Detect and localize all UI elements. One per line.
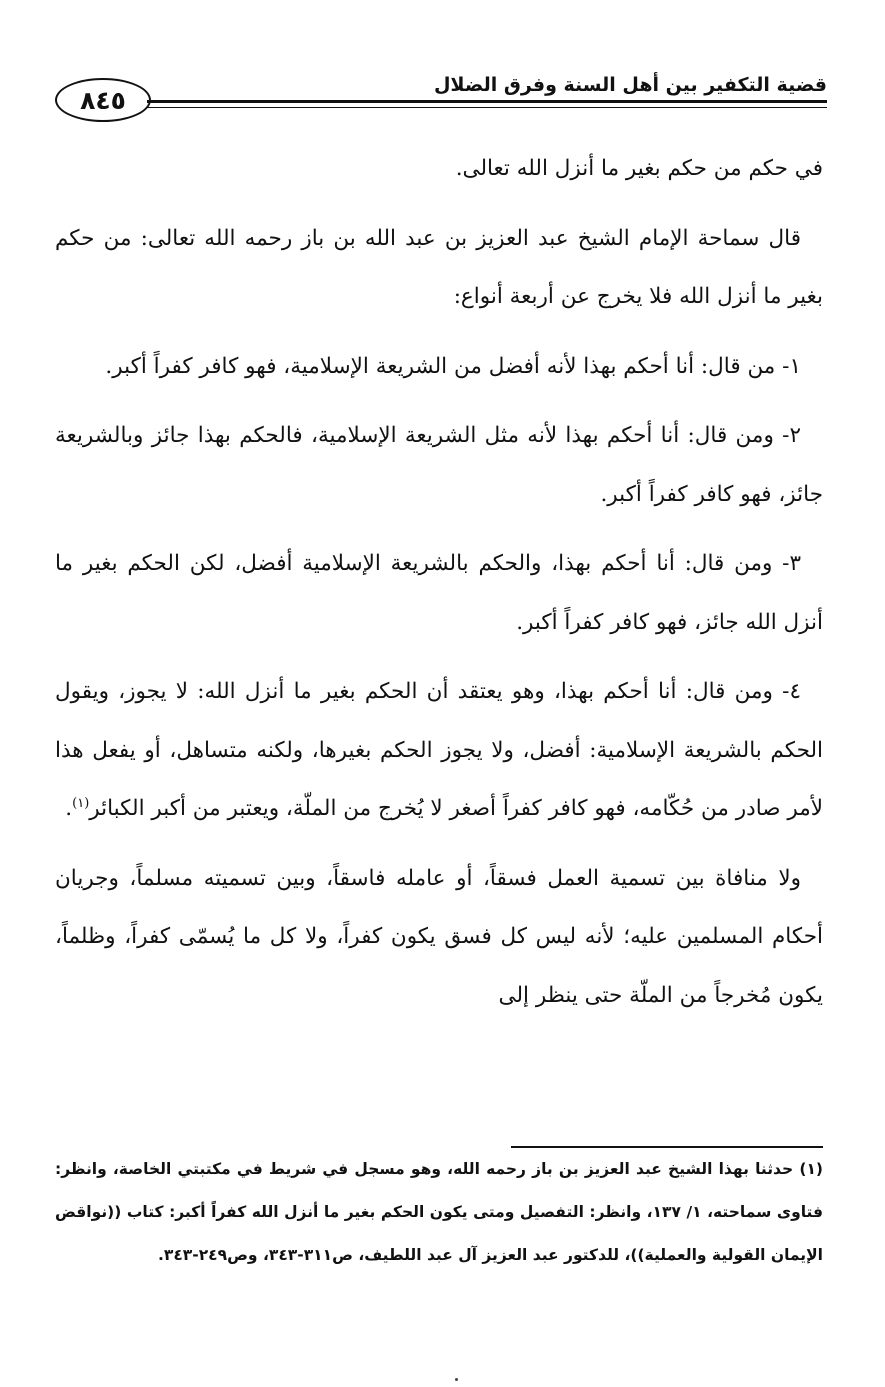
running-title: قضية التكفير بين أهل السنة وفرق الضلال [433, 74, 827, 96]
paragraph-quote-intro: قال سماحة الإمام الشيخ عبد العزيز بن عبد الله بن باز رحمه الله تعالى: من حكم بغير ما أنزل الله فلا يخرج عن أربعة أنواع: [55, 225, 823, 309]
paragraph-continuation: في حكم من حكم بغير ما أنزل الله تعالى. [455, 156, 823, 181]
paragraph-type-3: ٣- ومن قال: أنا أحكم بهذا، والحكم بالشريعة الإسلامية أفضل، لكن الحكم بغير ما أنزل الله جائز، فهو كافر كفراً أكبر. [55, 551, 823, 635]
page-number: ٨٤٥ [55, 78, 151, 122]
paragraph-type-4 [55, 663, 823, 839]
page-header [55, 70, 827, 126]
paragraph-type-4-text: ٤- ومن قال: أنا أحكم بهذا، وهو يعتقد أن الحكم بغير ما أنزل الله: لا يجوز، ويقول الحكم بالشريعة الإسلامية: أفضل، ولا يجوز الحكم بغيرها، ولكنه متساهل، أو يفعل هذا لأمر صادر من حُكّامه، فهو كافر كفراً أصغر لا يُخرج من الملّة، ويعتبر من أكبر الكبائر [55, 679, 823, 821]
paragraph-type-1: ١- من قال: أنا أحكم بهذا لأنه أفضل من الشريعة الإسلامية، فهو كافر كفراً أكبر. [105, 353, 801, 379]
footnote-text: (١) حدثنا بهذا الشيخ عبد العزيز بن باز رحمه الله، وهو مسجل في شريط في مكتبتي الخاصة، وانظر: فتاوى سماحته، ١/ ١٣٧، وانظر: التفصيل ومتى يكون الحكم بغير ما أنزل الله كفراً أكبر: كتاب ((نواقض الإيمان القولية والعملية))، للدكتور عبد العزيز آل عبد اللطيف، ص٣١١-٣٤٣، وص٢٤٩-٣٤٣. [55, 1160, 823, 1264]
main-text [55, 140, 823, 1025]
footnote [55, 1148, 823, 1277]
footnote-reference[interactable]: (١) [72, 795, 90, 811]
paragraph-no-contradiction: ولا منافاة بين تسمية العمل فسقاً، أو عامله فاسقاً، وبين تسميته مسلماً، وجريان أحكام المسلمين عليه؛ لأنه ليس كل فسق يكون كفراً، ولا كل ما يُسمّى كفراً، وظلماً، يكون مُخرجاً من الملّة حتى ينظر إلى [55, 865, 823, 1008]
paragraph-type-4-end: . [65, 796, 73, 821]
paragraph-type-2: ٢- ومن قال: أنا أحكم بهذا لأنه مثل الشريعة الإسلامية، فالحكم بهذا جائز وبالشريعة جائز، فهو كافر كفراً أكبر. [55, 423, 823, 507]
scan-dot [455, 1378, 458, 1381]
header-rule [147, 100, 827, 108]
